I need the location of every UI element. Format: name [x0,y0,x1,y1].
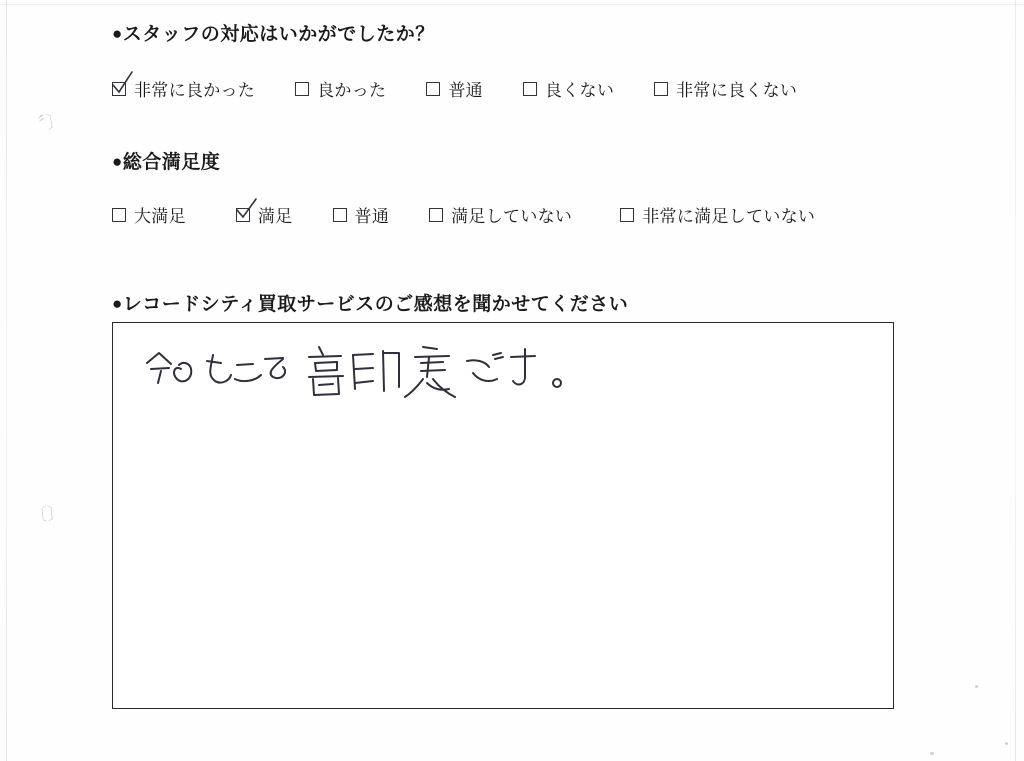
checkbox-icon[interactable] [236,208,250,222]
option-satisfaction-very-satisfied[interactable] [112,202,186,227]
check-mark-icon [110,71,136,97]
scan-speck-icon [975,685,978,688]
option-staff-not-good[interactable] [523,76,614,101]
option-label: 良くない [544,81,615,100]
question-heading-staff-response [112,24,435,47]
option-staff-very-good[interactable] [112,76,255,101]
scan-speck-icon [930,752,934,755]
option-satisfaction-normal[interactable] [333,202,390,227]
option-label: 普通 [448,81,483,100]
scan-artifact-icon: 〞〕 [37,111,65,134]
checkbox-icon[interactable] [654,82,668,96]
option-satisfaction-very-not-satisfied[interactable] [620,202,815,227]
bullet-icon: ● [112,24,123,43]
option-group-overall-satisfaction [112,202,815,227]
checkbox-icon[interactable] [426,82,440,96]
option-staff-good[interactable] [295,76,386,101]
question-heading-comment [112,294,628,317]
option-label: 非常に良かった [134,81,256,100]
page-edge-right [1015,0,1016,761]
option-satisfaction-not-satisfied[interactable] [429,202,572,227]
scan-artifact-icon: 〔〕 [29,503,66,526]
question-heading-text: スタッフの対応はいかがでしたか？ [122,24,435,45]
option-label: 普通 [354,207,390,226]
question-heading-overall-satisfaction [112,152,220,175]
handwritten-comment-strokes [137,343,597,403]
option-label: 良かった [317,81,387,100]
option-label: 満足していない [451,207,573,226]
option-staff-normal[interactable] [426,76,483,101]
bullet-icon: ● [112,152,123,171]
option-label: 非常に満足していない [642,207,816,226]
checkbox-icon[interactable] [523,82,537,96]
checkbox-icon[interactable] [333,208,347,222]
checkbox-icon[interactable] [295,82,309,96]
checkbox-icon[interactable] [112,208,126,222]
scan-speck-icon [1005,742,1008,745]
option-label: 満足 [257,207,293,226]
question-heading-text: レコードシティ買取サービスのご感想を聞かせてください [122,294,629,315]
comment-textarea[interactable] [112,322,894,709]
page-edge-top [0,4,1024,5]
option-staff-very-not-good[interactable] [654,76,797,101]
checkbox-icon[interactable] [620,208,634,222]
question-heading-text: 総合満足度 [122,152,221,173]
page-edge-left [6,0,7,761]
checkbox-icon[interactable] [112,82,126,96]
checkbox-icon[interactable] [429,208,443,222]
check-mark-icon [234,197,260,223]
option-label: 大満足 [134,207,186,226]
option-label: 非常に良くない [676,81,798,100]
option-group-staff-response [112,76,797,101]
bullet-icon: ● [112,294,123,313]
option-satisfaction-satisfied[interactable] [236,202,293,227]
